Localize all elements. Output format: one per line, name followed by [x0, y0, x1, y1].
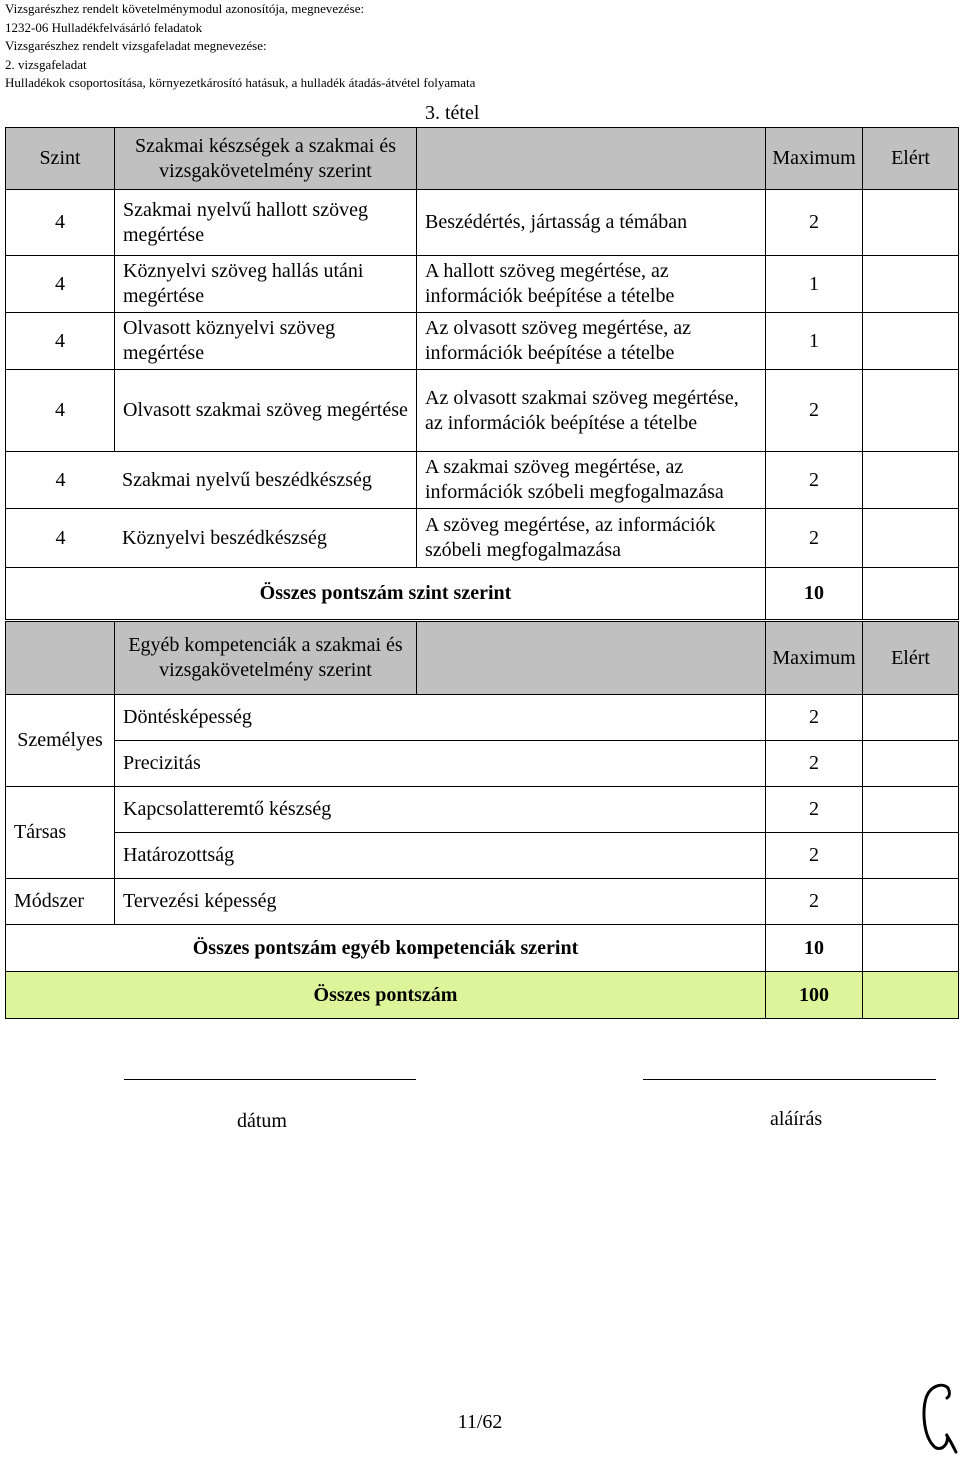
- content-header: [417, 128, 766, 190]
- handwritten-initial-icon: [918, 1382, 958, 1454]
- group-name: Személyes: [6, 695, 115, 787]
- level-header: Szint: [6, 128, 115, 190]
- skill-cell: Szakmai nyelvű hallott szöveg megértése: [115, 190, 417, 256]
- total-value: 10: [766, 925, 863, 972]
- content-cell: Az olvasott szöveg megértése, az információk beépítése a tételbe: [417, 313, 766, 370]
- max-cell: 2: [766, 452, 863, 509]
- table-row: [6, 509, 959, 568]
- competence-total-row: [6, 925, 959, 972]
- total-value: 10: [766, 568, 863, 620]
- skills-table: [5, 127, 959, 620]
- skill-cell: Köznyelvi beszédkészség: [122, 526, 327, 549]
- max-cell: 2: [766, 787, 863, 833]
- grand-total-label: Összes pontszám: [6, 972, 766, 1019]
- competence-label: Határozottság: [115, 833, 766, 879]
- skills-total-row: [6, 568, 959, 620]
- skill-cell: Köznyelvi szöveg hallás utáni megértése: [115, 256, 417, 313]
- table-row: [6, 190, 959, 256]
- header-line: Vizsgarészhez rendelt követelménymodul azonosítója, megnevezése:: [5, 1, 365, 16]
- achieved-cell[interactable]: [863, 509, 959, 568]
- max-cell: 2: [766, 833, 863, 879]
- content-cell: A hallott szöveg megértése, az információk beépítése a tételbe: [417, 256, 766, 313]
- table-row: [6, 787, 959, 833]
- max-cell: 2: [766, 695, 863, 741]
- table-row: [6, 256, 959, 313]
- achieved-cell[interactable]: [863, 833, 959, 879]
- level-cell: 4: [55, 526, 66, 549]
- grand-total-value: 100: [766, 972, 863, 1019]
- achieved-cell[interactable]: [863, 879, 959, 925]
- max-cell: 1: [766, 256, 863, 313]
- date-label: dátum: [237, 1110, 287, 1132]
- content-cell: Beszédértés, jártasság a témában: [417, 190, 766, 256]
- table-row: [6, 879, 959, 925]
- achieved-cell[interactable]: [863, 256, 959, 313]
- header-blank: [417, 622, 766, 695]
- signature-line: [643, 1079, 936, 1080]
- level-cell: 4: [6, 190, 115, 256]
- table-row: [6, 741, 959, 787]
- level-cell: 4: [6, 256, 115, 313]
- competence-header-row: [6, 622, 959, 695]
- competence-label: Precizitás: [115, 741, 766, 787]
- skill-cell: Olvasott szakmai szöveg megértése: [115, 370, 417, 452]
- maximum-header: Maximum: [766, 128, 863, 190]
- header-line: Vizsgarészhez rendelt vizsgafeladat megnevezése:: [5, 38, 267, 54]
- achieved-cell[interactable]: [863, 313, 959, 370]
- header-line: 1232-06 Hulladékfelvásárló feladatok: [5, 19, 203, 35]
- competence-label: Kapcsolatteremtő készség: [115, 787, 766, 833]
- max-cell: 2: [766, 741, 863, 787]
- achieved-cell[interactable]: [863, 695, 959, 741]
- skill-cell: Szakmai nyelvű beszédkészség: [122, 468, 372, 491]
- total-label: Összes pontszám szint szerint: [6, 568, 766, 620]
- header-line: Hulladékok csoportosítása, környezetkárosító hatásuk, a hulladék átadás-átvétel folyamata: [5, 75, 476, 91]
- achieved-header: Elért: [863, 622, 959, 695]
- table-row: [6, 695, 959, 741]
- competence-header: Egyéb kompetenciák a szakmai és vizsgakövetelmény szerint: [115, 622, 417, 695]
- competence-label: Tervezési képesség: [115, 879, 766, 925]
- max-cell: 2: [766, 509, 863, 568]
- content-cell: A szakmai szöveg megértése, az információk szóbeli megfogalmazása: [417, 452, 766, 509]
- group-name: Módszer: [6, 879, 115, 925]
- date-line: [124, 1079, 416, 1080]
- achieved-cell[interactable]: [863, 190, 959, 256]
- header-line: 2. vizsgafeladat: [5, 56, 87, 72]
- content-cell: Az olvasott szakmai szöveg megértése, az információk beépítése a tételbe: [417, 370, 766, 452]
- competence-table: [5, 621, 959, 1019]
- skills-header: Szakmai készségek a szakmai és vizsgakövetelmény szerint: [115, 128, 417, 190]
- signature-label: aláírás: [770, 1108, 823, 1130]
- level-cell: 4: [6, 313, 115, 370]
- competence-label: Döntésképesség: [115, 695, 766, 741]
- achieved-cell[interactable]: [863, 370, 959, 452]
- achieved-cell[interactable]: [863, 972, 959, 1019]
- skills-header-row: [6, 128, 959, 190]
- achieved-header: Elért: [863, 128, 959, 190]
- achieved-cell[interactable]: [863, 568, 959, 620]
- page-number: 11/62: [457, 1411, 503, 1433]
- total-label: Összes pontszám egyéb kompetenciák szerint: [6, 925, 766, 972]
- achieved-cell[interactable]: [863, 741, 959, 787]
- level-skill-cell: [6, 509, 417, 568]
- max-cell: 2: [766, 370, 863, 452]
- table-row: [6, 313, 959, 370]
- table-row: [6, 370, 959, 452]
- level-cell: 4: [6, 370, 115, 452]
- max-cell: 1: [766, 313, 863, 370]
- table-row: [6, 452, 959, 509]
- achieved-cell[interactable]: [863, 452, 959, 509]
- grand-total-row: [6, 972, 959, 1019]
- item-title: 3. tétel: [425, 102, 480, 124]
- maximum-header: Maximum: [766, 622, 863, 695]
- content-cell: A szöveg megértése, az információk szóbeli megfogalmazása: [417, 509, 766, 568]
- group-name: Társas: [6, 787, 115, 879]
- table-row: [6, 833, 959, 879]
- max-cell: 2: [766, 190, 863, 256]
- level-skill-cell: [6, 452, 417, 509]
- achieved-cell[interactable]: [863, 787, 959, 833]
- header-blank: [6, 622, 115, 695]
- document-header: [5, 0, 475, 93]
- max-cell: 2: [766, 879, 863, 925]
- achieved-cell[interactable]: [863, 925, 959, 972]
- level-cell: 4: [55, 468, 66, 491]
- skill-cell: Olvasott köznyelvi szöveg megértése: [115, 313, 417, 370]
